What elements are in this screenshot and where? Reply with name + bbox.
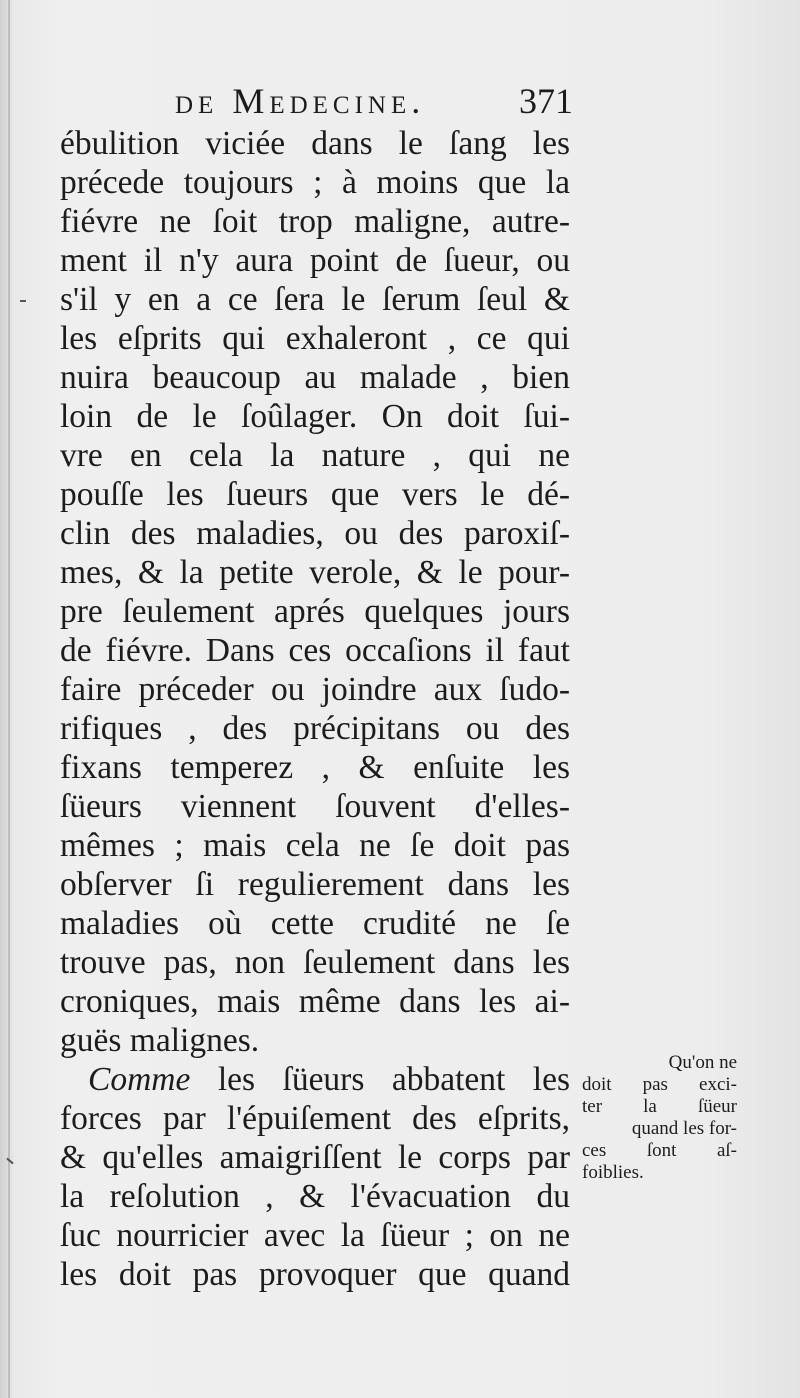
italic-first-word: Comme xyxy=(88,1061,191,1098)
main-text xyxy=(60,124,570,1294)
margin-note-line: foiblies. xyxy=(582,1162,644,1183)
text-line: faire préceder ou joindre aux ſudo- xyxy=(60,671,570,708)
text-line: la reſolution , & l'évacuation du xyxy=(60,1178,570,1215)
text-line: rifiques , des précipitans ou des xyxy=(60,710,570,747)
text-line: mêmes ; mais cela ne ſe doit pas xyxy=(60,827,570,864)
text-line: les eſprits qui exhaleront , ce qui xyxy=(60,320,570,357)
margin-note-line: ces ſont aſ- xyxy=(582,1140,737,1161)
text-line: pre ſeulement aprés quelques jours xyxy=(60,593,570,630)
text-line: nuira beaucoup au malade , bien xyxy=(60,359,570,396)
running-head-title: de Medecine. xyxy=(175,81,426,121)
text-line: ébulition viciée dans le ſang les xyxy=(60,125,570,162)
print-mark xyxy=(6,1158,13,1165)
text-line: croniques, mais même dans les ai- xyxy=(60,983,570,1020)
margin-note xyxy=(582,1052,737,1184)
margin-note-line: Qu'on ne xyxy=(668,1052,737,1073)
text-line: forces par l'épuiſement des eſprits, xyxy=(60,1100,570,1137)
text-line: mes, & la petite verole, & le pour- xyxy=(60,554,570,591)
margin-note-line: ter la ſüeur xyxy=(582,1096,737,1117)
text-line: clin des maladies, ou des paroxiſ- xyxy=(60,515,570,552)
text-line: ment il n'y aura point de ſueur, ou xyxy=(60,242,570,279)
margin-note-line: quand les for- xyxy=(631,1118,737,1139)
text-line: précede toujours ; à moins que la xyxy=(60,164,570,201)
text-line: pouſſe les ſueurs que vers le dé- xyxy=(60,476,570,513)
text-line: de fiévre. Dans ces occaſions il faut xyxy=(60,632,570,669)
page-number: 371 xyxy=(519,81,573,121)
text-line: les doit pas provoquer que quand xyxy=(60,1256,570,1293)
text-line: trouve pas, non ſeulement dans les xyxy=(60,944,570,981)
text-line: ſüeurs viennent ſouvent d'elles- xyxy=(60,788,570,825)
text-line: s'il y en a ce ſera le ſerum ſeul & xyxy=(60,281,570,318)
text-line: obſerver ſi regulierement dans les xyxy=(60,866,570,903)
text-line: ſuc nourricier avec la ſüeur ; on ne xyxy=(60,1217,570,1254)
margin-note-line: doit pas exci- xyxy=(582,1074,737,1095)
text-line: vre en cela la nature , qui ne xyxy=(60,437,570,474)
text-line: fixans temperez , & enſuite les xyxy=(60,749,570,786)
text-line: maladies où cette crudité ne ſe xyxy=(60,905,570,942)
text-line: loin de le ſoûlager. On doit ſui- xyxy=(60,398,570,435)
text-line: & qu'elles amaigriſſent le corps par xyxy=(60,1139,570,1176)
text-line: fiévre ne ſoit trop maligne, autre- xyxy=(60,203,570,240)
running-head xyxy=(175,80,575,124)
text-line: guës malignes. xyxy=(60,1022,260,1059)
print-mark xyxy=(20,300,26,302)
text-line-rest: les ſüeurs abbatent les xyxy=(217,1061,570,1098)
paragraph-opening-line xyxy=(60,1060,570,1099)
